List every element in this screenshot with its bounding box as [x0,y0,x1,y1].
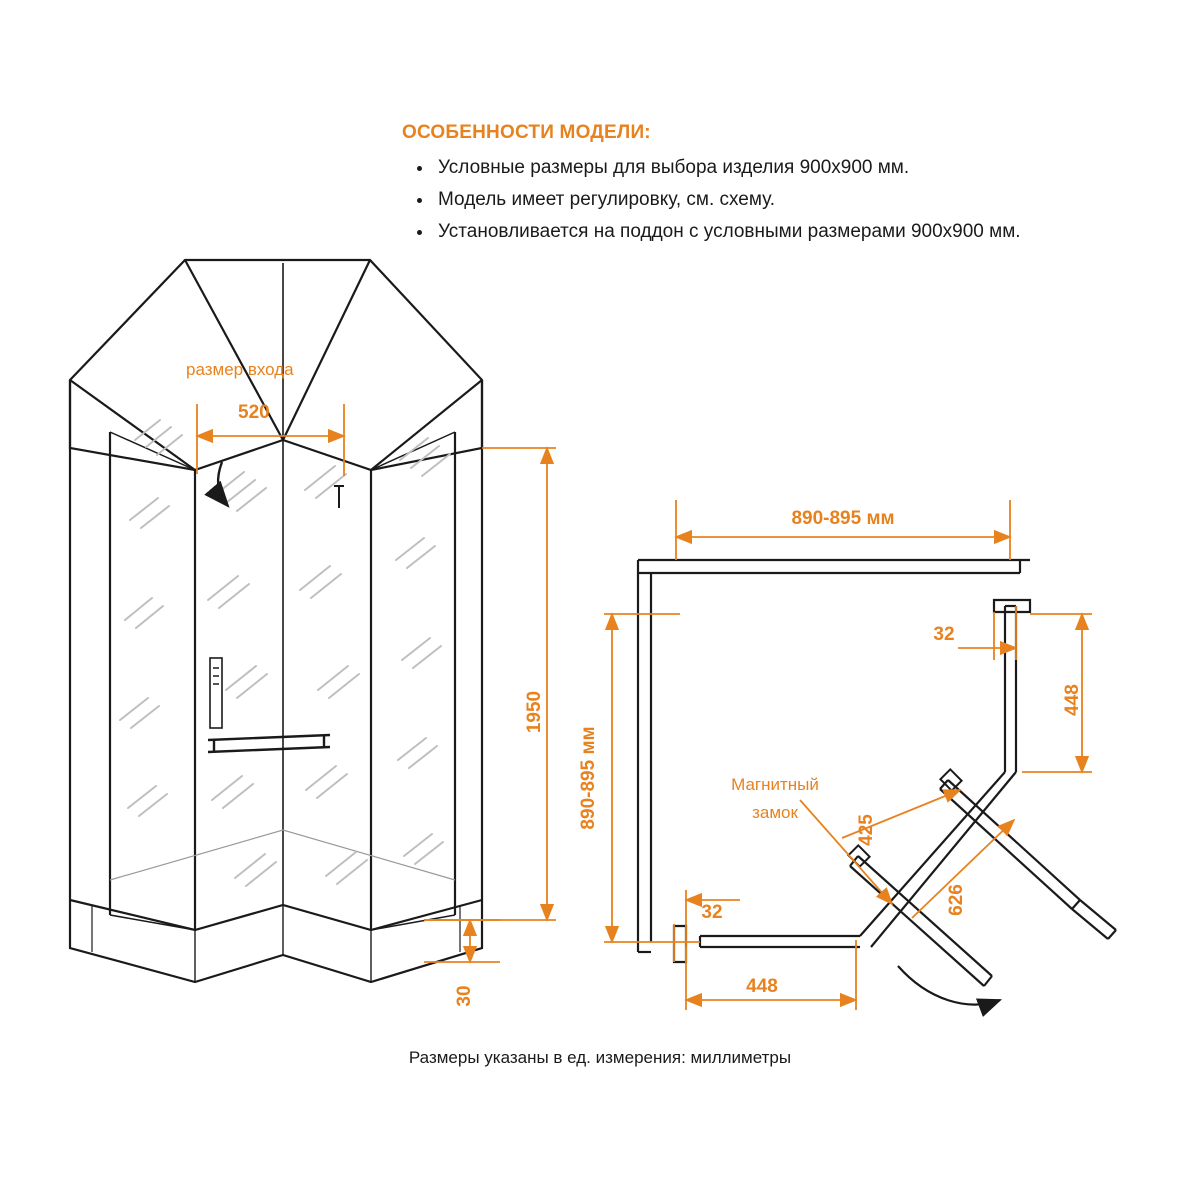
left-view-dimensions [197,404,556,962]
top-edge-front-right [283,260,370,440]
dim-626-label: 626 [946,884,967,916]
feature-item: • Установливается на поддон с условными размерами 900x900 мм. [434,216,1102,248]
feature-item: • Модель имеет регулировку, см. схему. [434,184,1102,216]
glass-seam-left-top [110,432,195,470]
glass-seam-right-bottom [371,915,455,930]
features-title: ОСОБЕННОСТИ МОДЕЛИ: [402,122,651,143]
top-edge-left [70,380,195,470]
dim-32-top-label: 32 [933,624,955,645]
tray-body [70,900,482,982]
dim-top-label: 890-895 мм [791,508,895,529]
right-view-dimensions [604,500,1092,1010]
glass-highlights [120,420,450,886]
footnote: Размеры указаны в ед. измерения: миллиметры [408,1048,792,1067]
dim-1950-label: 1950 [524,690,545,734]
tray-top-edge [70,900,482,930]
corner-diagonal-inner [871,772,1016,947]
magnet-lock-label-2: замок [752,803,798,822]
dim-520-label: 520 [238,402,270,423]
magnet-lock-label-1: Магнитный [731,775,819,794]
door-latch [210,658,222,728]
bracket-bottom-left [674,926,686,962]
dim-30-label: 30 [454,985,475,1007]
entrance-size-label: размер входа [186,360,294,379]
dim-448-right-label: 448 [1062,684,1083,716]
door-swing-arrow [218,462,228,506]
corner-diagonal-outer [860,772,1005,936]
hinge-marks [334,486,344,508]
door-handle [208,735,330,752]
dim-32-bottom-label: 32 [701,902,723,923]
magnet-lock-leader [800,800,892,904]
right-top-view [638,560,1116,1005]
feature-item: • Условные размеры для выбора изделия 900x900 мм. [434,152,1102,184]
door-leaf-open-2 [850,856,992,986]
dim-448-bottom-label: 448 [746,976,778,997]
dim-side-label: 890-895 мм [578,726,599,830]
dim-425-label: 425 [856,814,877,846]
